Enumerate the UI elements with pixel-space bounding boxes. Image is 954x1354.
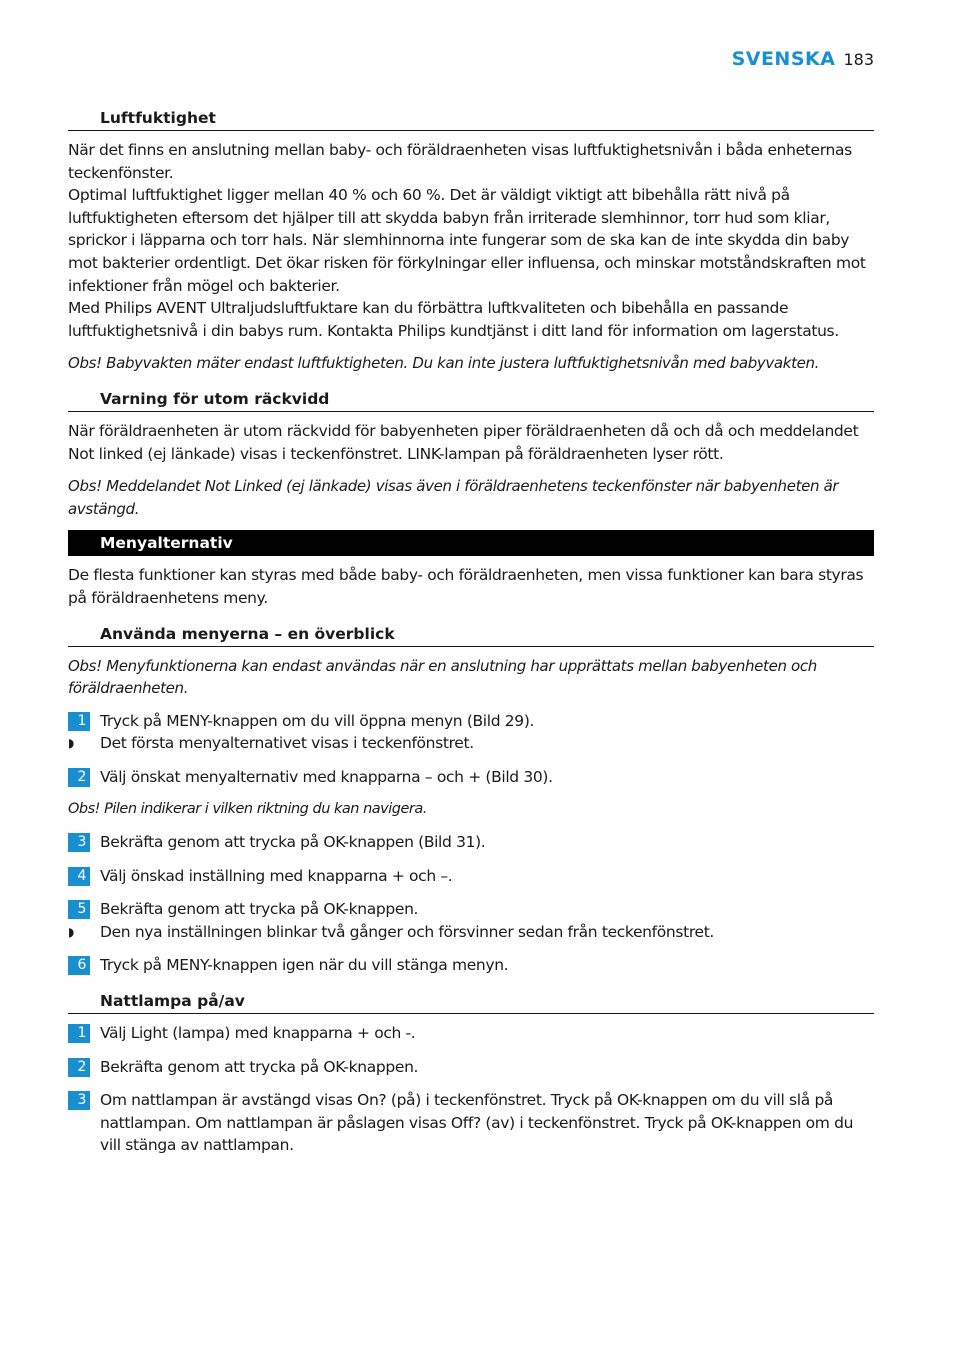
using-menus-note-2: Obs! Pilen indikerar i vilken riktning du kan navigera.: [68, 801, 427, 818]
step-number: 2: [68, 768, 90, 787]
menu-step-6: [68, 954, 874, 977]
page-header: [732, 48, 874, 70]
humidity-paragraph-2: Optimal luftfuktighet ligger mellan 40 % och 60 %. Det är väldigt viktigt att bibehålla rätt nivå på luftfuktigheten eftersom det hjälper till att skydda babyn från irriterade slemhinnor, torr hud som kliar, sprickor i läpparna och torr hals. När slemhinnorna inte fungerar som de ska kan de inte skydda din baby mot bakterier ordentligt. Det ökar risken för förkylningar eller influensa, och minskar motståndskraften mot infektioner från mögel och bakterier.: [68, 186, 866, 295]
nightlight-step-3: [68, 1089, 874, 1157]
menu-result-5: [68, 921, 874, 944]
nightlight-step-1: [68, 1022, 874, 1045]
step-text: Tryck på MENY-knappen om du vill öppna menyn (Bild 29).: [100, 711, 535, 730]
step-number: 1: [68, 1024, 90, 1043]
step-text: Bekräfta genom att trycka på OK-knappen.: [100, 900, 419, 919]
menu-paragraph: De flesta funktioner kan styras med både baby- och föräldraenheten, men vissa funktioner kan bara styras på föräldraenhetens meny.: [68, 566, 864, 607]
language-label: SVENSKA: [731, 48, 836, 70]
humidity-note: Obs! Babyvakten mäter endast luftfuktigheten. Du kan inte justera luftfuktighetsnivån med babyvakten.: [68, 354, 820, 373]
step-number: 6: [68, 956, 90, 975]
heading-out-of-range: Varning för utom räckvidd: [68, 385, 874, 412]
menu-step-1: [68, 710, 874, 733]
section-bar-menu: Menyalternativ: [68, 530, 874, 556]
using-menus-note: Obs! Menyfunktionerna kan endast användas när en anslutning har upprättats mellan babyenheten och föräldraenheten.: [68, 656, 817, 698]
menu-result-1: [68, 732, 874, 755]
step-text: Tryck på MENY-knappen igen när du vill stänga menyn.: [100, 956, 509, 975]
result-arrow-icon: ◗: [68, 924, 74, 939]
heading-nightlight: Nattlampa på/av: [68, 987, 874, 1014]
nightlight-step-2: [68, 1056, 874, 1079]
step-text: Välj önskad inställning med knapparna + och –.: [100, 866, 453, 885]
menu-step-3: [68, 831, 874, 854]
menu-step-4: [68, 865, 874, 888]
result-text: Den nya inställningen blinkar två gånger och försvinner sedan från teckenfönstret.: [100, 922, 714, 941]
menu-step-5: [68, 898, 874, 921]
step-number: 3: [68, 833, 90, 852]
heading-using-menus: Använda menyerna – en överblick: [68, 620, 874, 647]
menu-step-2: [68, 766, 874, 789]
result-arrow-icon: ◗: [68, 736, 74, 751]
step-text: Bekräfta genom att trycka på OK-knappen (Bild 31).: [100, 833, 486, 852]
step-number: 4: [68, 867, 90, 886]
out-of-range-paragraph: När föräldraenheten är utom räckvidd för babyenheten piper föräldraenheten då och då och meddelandet Not linked (ej länkade) visas i teckenfönstret. LINK-lampan på föräldraenheten lyser rött.: [68, 421, 859, 463]
step-text: Välj Light (lampa) med knapparna + och -.: [100, 1024, 416, 1043]
step-number: 5: [68, 900, 90, 919]
step-number: 3: [68, 1091, 90, 1110]
result-text: Det första menyalternativet visas i teckenfönstret.: [100, 734, 474, 753]
heading-humidity: Luftfuktighet: [68, 104, 874, 131]
step-text: Välj önskat menyalternativ med knapparna – och + (Bild 30).: [100, 767, 553, 786]
step-number: 2: [68, 1058, 90, 1077]
step-number: 1: [68, 712, 90, 731]
step-text: Bekräfta genom att trycka på OK-knappen.: [100, 1057, 419, 1076]
humidity-paragraph-3: Med Philips AVENT Ultraljudsluftfuktare kan du förbättra luftkvaliteten och bibehålla en passande luftfuktighetsnivå i din babys rum. Kontakta Philips kundtjänst i ditt land för information om lagerstatus.: [68, 299, 839, 340]
out-of-range-note: Obs! Meddelandet Not Linked (ej länkade) visas även i föräldraenhetens teckenfönster när babyenheten är avstängd.: [68, 477, 839, 518]
humidity-paragraph-1: När det finns en anslutning mellan baby- och föräldraenheten visas luftfuktighetsnivån i båda enheternas teckenfönster.: [68, 141, 852, 182]
page-content: [68, 104, 874, 1157]
step-text: Om nattlampan är avstängd visas On? (på) i teckenfönstret. Tryck på OK-knappen om du vill slå på nattlampan. Om nattlampan är påslagen visas Off? (av) i teckenfönstret. Tryck på OK-knappen om du vill stänga av nattlampan.: [100, 1091, 854, 1155]
page-number: 183: [843, 50, 874, 69]
